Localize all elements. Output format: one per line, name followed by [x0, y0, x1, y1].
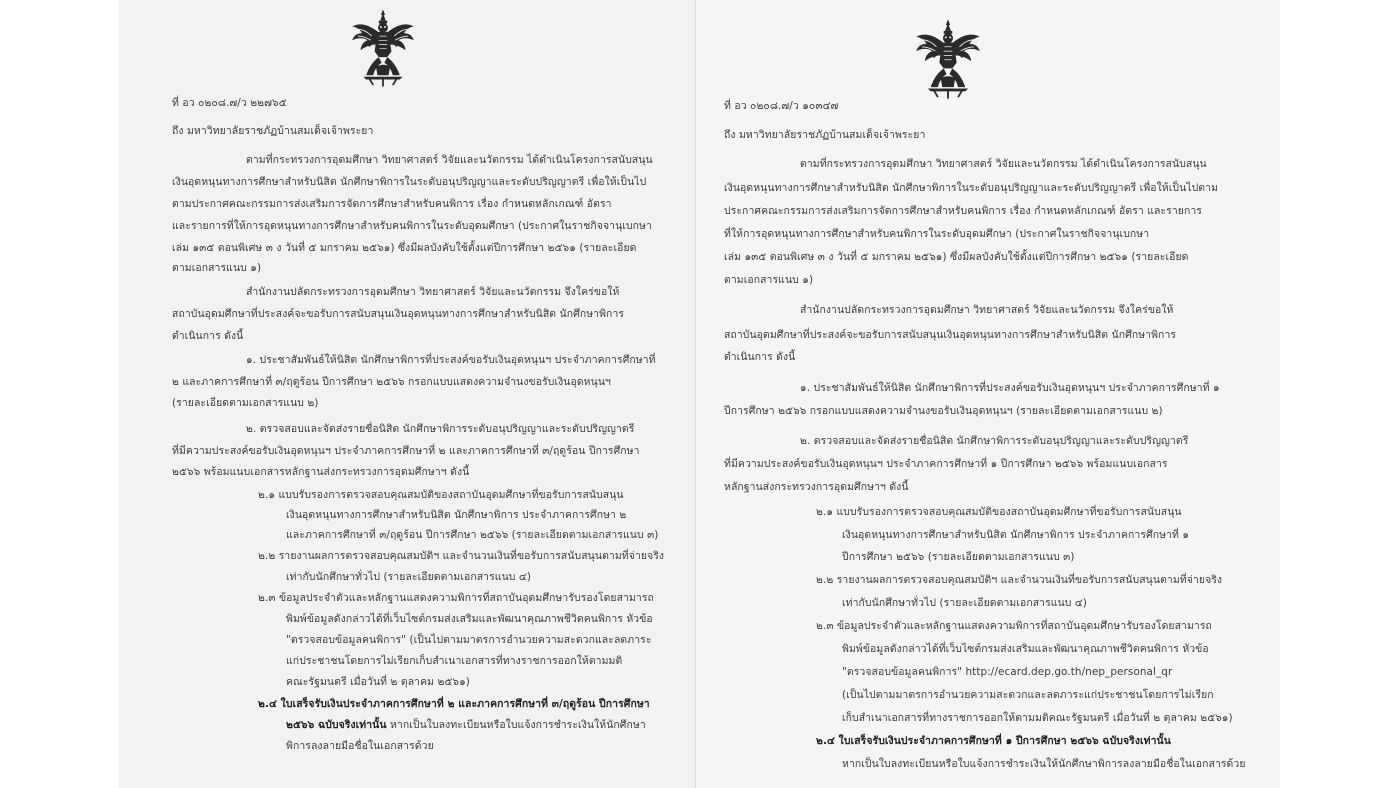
item-2-1-line: และภาคการศึกษาที่ ๓/ฤดูร้อน ปีการศึกษา ๒๕๖๖ (รายละเอียดตามเอกสารแนบ ๓) — [286, 529, 659, 541]
item-2-line: ที่มีความประสงค์ขอรับเงินอุดหนุนฯ ประจำภาคการศึกษาที่ ๒ และภาคการศึกษาที่ ๓/ฤดูร้อน ปีการศึกษา — [172, 445, 640, 457]
item-2-line: ที่มีความประสงค์ขอรับเงินอุดหนุนฯ ประจำภาคการศึกษาที่ ๑ ปีการศึกษา ๒๕๖๖ พร้อมแนบเอกสาร — [724, 458, 1168, 470]
recipient-line: ถึง มหาวิทยาลัยราชภัฏบ้านสมเด็จเจ้าพระยา — [172, 125, 374, 137]
document-page-left — [118, 0, 696, 788]
paragraph-1-line: ตามที่กระทรวงการอุดมศึกษา วิทยาศาสตร์ วิจัยและนวัตกรรม ได้ดำเนินโครงการสนับสนุน — [246, 154, 653, 166]
item-2-2-line: เท่ากับนักศึกษาทั่วไป (รายละเอียดตามเอกสารแนบ ๔) — [842, 597, 1088, 609]
paragraph-1-line: ตามที่กระทรวงการอุดมศึกษา วิทยาศาสตร์ วิจัยและนวัตกรรม ได้ดำเนินโครงการสนับสนุน — [800, 158, 1207, 170]
item-2-3-line: แก่ประชาชนโดยการไม่เรียกเก็บสำเนาเอกสารที่ทางราชการออกให้ตามมติ — [286, 655, 623, 667]
paragraph-1-line: เล่ม ๑๓๕ ตอนพิเศษ ๓ ง วันที่ ๕ มกราคม ๒๕๖๑) ซึ่งมีผลบังคับใช้ตั้งแต่ปีการศึกษา ๒๕๖๑ (รายละเอียด — [724, 251, 1189, 263]
paragraph-1-line: เงินอุดหนุนทางการศึกษาสำหรับนิสิต นักศึกษาพิการในระดับอนุปริญญาและระดับปริญญาตรี เพื่อให้เป็นไป — [172, 176, 647, 188]
item-2-1-line: เงินอุดหนุนทางการศึกษาสำหรับนิสิต นักศึกษาพิการ ประจำภาคการศึกษา ๒ — [286, 509, 627, 521]
paragraph-1-line: ตามเอกสารแนบ ๑) — [172, 262, 262, 274]
paragraph-2-line: สถาบันอุดมศึกษาที่ประสงค์จะขอรับการสนับสนุนเงินอุดหนุนทางการศึกษาสำหรับนิสิต นักศึกษาพิการ — [172, 308, 625, 320]
paragraph-2-line: สถาบันอุดมศึกษาที่ประสงค์จะขอรับการสนับสนุนเงินอุดหนุนทางการศึกษาสำหรับนิสิต นักศึกษาพิการ — [724, 329, 1177, 341]
item-2-4-line — [286, 718, 646, 732]
item-2-4-text: หากเป็นใบลงทะเบียนหรือใบแจ้งการชำระเงินให้นักศึกษา — [386, 719, 646, 731]
paragraph-2-line: สำนักงานปลัดกระทรวงการอุดมศึกษา วิทยาศาสตร์ วิจัยและนวัตกรรม จึงใคร่ขอให้ — [800, 304, 1174, 316]
item-1-line: ปีการศึกษา ๒๕๖๖ กรอกแบบแสดงความจำนงขอรับเงินอุดหนุนฯ (รายละเอียดตามเอกสารแนบ ๒) — [724, 405, 1163, 417]
paragraph-2-line: ดำเนินการ ดังนี้ — [724, 351, 796, 363]
paragraph-2-line: ดำเนินการ ดังนี้ — [172, 330, 244, 342]
item-2-3-line: "ตรวจสอบข้อมูลคนพิการ" (เป็นไปตามมาตรการอำนวยความสะดวกและลดภาระ — [286, 634, 652, 646]
item-2-line: ๒๕๖๖ พร้อมแนบเอกสารหลักฐานส่งกระทรวงการอุดมศึกษาฯ ดังนี้ — [172, 466, 470, 478]
paragraph-1-line: ประกาศคณะกรรมการส่งเสริมการจัดการศึกษาสำหรับคนพิการ เรื่อง กำหนดหลักเกณฑ์ อัตรา และรายการ — [724, 205, 1202, 217]
item-2-3-line: "ตรวจสอบข้อมูลคนพิการ" http://ecard.dep.go.th/nep_personal_qr — [842, 666, 1173, 678]
paragraph-1-line: เงินอุดหนุนทางการศึกษาสำหรับนิสิต นักศึกษาพิการในระดับอนุปริญญาและระดับปริญญาตรี เพื่อให้เป็นไปตาม — [724, 182, 1219, 194]
item-2-2-line: ๒.๒ รายงานผลการตรวจสอบคุณสมบัติฯ และจำนวนเงินที่ขอรับการสนับสนุนตามที่จ่ายจริง — [816, 574, 1223, 586]
item-2-3-line: คณะรัฐมนตรี เมื่อวันที่ ๒ ตุลาคม ๒๕๖๑) — [286, 676, 470, 688]
item-2-4-emphasis: ๒๕๖๖ ฉบับจริงเท่านั้น — [286, 719, 387, 731]
paragraph-1-line: ที่ให้การอุดหนุนทางการศึกษาสำหรับคนพิการในระดับอุดมศึกษา (ประกาศในราชกิจจานุเบกษา — [724, 228, 1150, 240]
item-2-2-line: เท่ากับนักศึกษาทั่วไป (รายละเอียดตามเอกสารแนบ ๔) — [286, 571, 532, 583]
item-1-line: ๒ และภาคการศึกษาที่ ๓/ฤดูร้อน ปีการศึกษา ๒๕๖๖ กรอกแบบแสดงความจำนงขอรับเงินอุดหนุนฯ — [172, 376, 611, 388]
item-1-line: ๑. ประชาสัมพันธ์ให้นิสิต นักศึกษาพิการที่ประสงค์ขอรับเงินอุดหนุนฯ ประจำภาคการศึกษาที่ ๑ — [800, 382, 1220, 394]
recipient-line: ถึง มหาวิทยาลัยราชภัฏบ้านสมเด็จเจ้าพระยา — [724, 129, 926, 141]
garuda-emblem-icon — [912, 16, 984, 102]
item-2-line: ๒. ตรวจสอบและจัดส่งรายชื่อนิสิต นักศึกษาพิการระดับอนุปริญญาและระดับปริญญาตรี — [800, 435, 1189, 447]
garuda-emblem-icon — [348, 6, 418, 90]
paragraph-2-line: สำนักงานปลัดกระทรวงการอุดมศึกษา วิทยาศาสตร์ วิจัยและนวัตกรรม จึงใคร่ขอให้ — [246, 286, 620, 298]
document-page-right — [696, 0, 1280, 788]
item-2-4-heading: ๒.๔ ใบเสร็จรับเงินประจำภาคการศึกษาที่ ๒ และภาคการศึกษาที่ ๓/ฤดูร้อน ปีการศึกษา — [258, 698, 650, 710]
item-2-1-line: เงินอุดหนุนทางการศึกษาสำหรับนิสิต นักศึกษาพิการ ประจำภาคการศึกษาที่ ๑ — [842, 529, 1190, 541]
item-2-3-line: ๒.๓ ข้อมูลประจำตัวและหลักฐานแสดงความพิการที่สถาบันอุดมศึกษารับรองโดยสามารถ — [258, 592, 654, 604]
document-number: ที่ อว ๐๒๐๘.๗/ว ๑๐๓๔๗ — [724, 100, 839, 112]
paragraph-1-line: เล่ม ๑๓๕ ตอนพิเศษ ๓ ง วันที่ ๕ มกราคม ๒๕๖๑) ซึ่งมีผลบังคับใช้ตั้งแต่ปีการศึกษา ๒๕๖๑ (รายละเอียด — [172, 242, 637, 254]
item-1-line: (รายละเอียดตามเอกสารแนบ ๒) — [172, 397, 319, 409]
item-2-4-line: พิการลงลายมือชื่อในเอกสารด้วย — [286, 740, 434, 752]
document-number: ที่ อว ๐๒๐๘.๗/ว ๒๒๗๖๕ — [172, 97, 287, 109]
item-2-2-line: ๒.๒ รายงานผลการตรวจสอบคุณสมบัติฯ และจำนวนเงินที่ขอรับการสนับสนุนตามที่จ่ายจริง — [258, 550, 665, 562]
paragraph-1-line: ตามเอกสารแนบ ๑) — [724, 274, 814, 286]
item-2-1-line: ปีการศึกษา ๒๕๖๖ (รายละเอียดตามเอกสารแนบ ๓) — [842, 551, 1075, 563]
item-2-line: ๒. ตรวจสอบและจัดส่งรายชื่อนิสิต นักศึกษาพิการระดับอนุปริญญาและระดับปริญญาตรี — [246, 423, 635, 435]
item-2-4-line: หากเป็นใบลงทะเบียนหรือใบแจ้งการชำระเงินให้นักศึกษาพิการลงลายมือชื่อในเอกสารด้วย — [842, 758, 1246, 770]
item-2-3-line: พิมพ์ข้อมูลดังกล่าวได้ที่เว็บไซต์กรมส่งเสริมและพัฒนาคุณภาพชีวิตคนพิการ หัวข้อ — [842, 643, 1209, 655]
item-2-1-line: ๒.๑ แบบรับรองการตรวจสอบคุณสมบัติของสถาบันอุดมศึกษาที่ขอรับการสนับสนุน — [258, 489, 624, 501]
item-2-3-line: เก็บสำเนาเอกสารที่ทางราชการออกให้ตามมติคณะรัฐมนตรี เมื่อวันที่ ๒ ตุลาคม ๒๕๖๑) — [842, 712, 1233, 724]
item-2-3-line: ๒.๓ ข้อมูลประจำตัวและหลักฐานแสดงความพิการที่สถาบันอุดมศึกษารับรองโดยสามารถ — [816, 620, 1212, 632]
paragraph-1-line: และรายการที่ให้การอุดหนุนทางการศึกษาสำหรับคนพิการในระดับอุดมศึกษา (ประกาศในราชกิจจานุเบกษา — [172, 220, 652, 232]
item-2-4-heading: ๒.๔ ใบเสร็จรับเงินประจำภาคการศึกษาที่ ๑ ปีการศึกษา ๒๕๖๖ ฉบับจริงเท่านั้น — [816, 735, 1171, 747]
item-1-line: ๑. ประชาสัมพันธ์ให้นิสิต นักศึกษาพิการที่ประสงค์ขอรับเงินอุดหนุนฯ ประจำภาคการศึกษาที่ — [246, 354, 656, 366]
paragraph-1-line: ตามประกาศคณะกรรมการส่งเสริมการจัดการศึกษาสำหรับคนพิการ เรื่อง กำหนดหลักเกณฑ์ อัตรา — [172, 198, 612, 210]
item-2-line: หลักฐานส่งกระทรวงการอุดมศึกษาฯ ดังนี้ — [724, 481, 909, 493]
item-2-1-line: ๒.๑ แบบรับรองการตรวจสอบคุณสมบัติของสถาบันอุดมศึกษาที่ขอรับการสนับสนุน — [816, 506, 1182, 518]
item-2-3-line: (เป็นไปตามมาตรการอำนวยความสะดวกและลดภาระแก่ประชาชนโดยการไม่เรียก — [842, 689, 1214, 701]
item-2-3-line: พิมพ์ข้อมูลดังกล่าวได้ที่เว็บไซต์กรมส่งเสริมและพัฒนาคุณภาพชีวิตคนพิการ หัวข้อ — [286, 613, 653, 625]
